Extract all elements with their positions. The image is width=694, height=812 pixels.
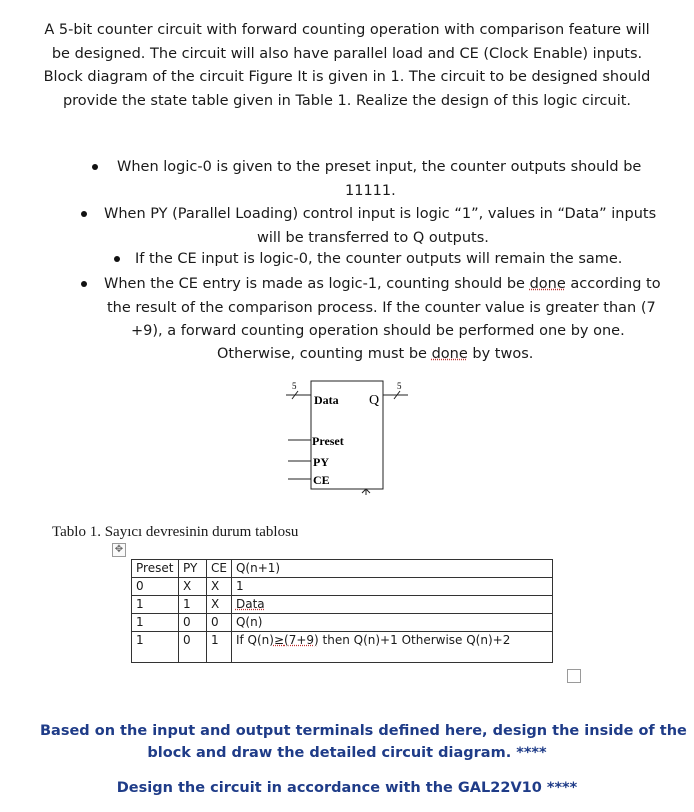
table-row xyxy=(132,614,553,632)
table-cell xyxy=(231,596,552,614)
bullet-dot-icon xyxy=(114,256,120,262)
q-bus-width: 5 xyxy=(397,381,402,391)
table-resize-handle[interactable] xyxy=(567,669,581,683)
table-row xyxy=(132,578,553,596)
intro-line-1: A 5-bit counter circuit with forward counting operation with comparison feature will xyxy=(44,22,650,38)
bullet-1-line-2: 11111. xyxy=(345,183,396,199)
table-cell: 0 xyxy=(179,632,207,663)
table-cell: 1 xyxy=(132,596,179,614)
table-cell: If Q(n)≥(7+9) then Q(n)+1 Otherwise Q(n)+2 xyxy=(231,632,552,663)
state-table xyxy=(131,559,553,663)
bullet-2-line-2: will be transferred to Q outputs. xyxy=(257,230,489,246)
q-pin-label: Q xyxy=(369,393,380,408)
bullet-4-line-1: When the CE entry is made as logic-1, counting should be done according to xyxy=(104,276,661,292)
table-cell: 1 xyxy=(132,632,179,663)
table-cell: Q(n) xyxy=(231,614,552,632)
py-pin-label: PY xyxy=(313,455,329,469)
ce-pin-label: CE xyxy=(313,473,330,487)
header-cell: CE xyxy=(207,560,232,578)
table-caption: Tablo 1. Sayıcı devresinin durum tablosu xyxy=(52,524,299,540)
instruction-line-1: Based on the input and output terminals defined here, design the inside of the xyxy=(40,723,687,739)
intro-line-3: Block diagram of the circuit Figure It is given in 1. The circuit to be designed should xyxy=(43,69,651,85)
bullet-4-line-3: +9), a forward counting operation should be performed one by one. xyxy=(131,323,625,339)
table-cell: 1 xyxy=(179,596,207,614)
table-cell: 1 xyxy=(132,614,179,632)
table-cell: 0 xyxy=(132,578,179,596)
intro-paragraph xyxy=(40,19,654,113)
bullet-3-line-1: If the CE input is logic-0, the counter outputs will remain the same. xyxy=(135,251,623,267)
bullet-1-line-1: When logic-0 is given to the preset input, the counter outputs should be xyxy=(117,159,642,175)
instruction-block xyxy=(40,720,687,764)
counter-block-diagram xyxy=(270,375,420,500)
instruction-line-2: block and draw the detailed circuit diagram. **** xyxy=(147,745,547,761)
spellcheck-word: done xyxy=(431,346,468,362)
table-cell: 0 xyxy=(207,614,232,632)
intro-line-4: provide the state table given in Table 1. Realize the design of this logic circuit. xyxy=(62,92,632,109)
header-cell: Q(n+1) xyxy=(231,560,552,578)
table-cell: X xyxy=(207,596,232,614)
data-pin-label: Data xyxy=(314,393,339,407)
table-cell: X xyxy=(207,578,232,596)
intro-line-2: be designed. The circuit will also have parallel load and CE (Clock Enable) inputs. xyxy=(51,45,643,62)
table-cell: 1 xyxy=(231,578,552,596)
table-cell: X xyxy=(179,578,207,596)
spellcheck-word: Data xyxy=(235,597,265,611)
table-cell: 0 xyxy=(179,614,207,632)
data-bus-width: 5 xyxy=(292,381,297,391)
bullet-4-line-2: the result of the comparison process. If the counter value is greater than (7 xyxy=(107,300,656,316)
gal-instruction xyxy=(40,777,654,799)
table-row xyxy=(132,632,553,663)
table-cell: 1 xyxy=(207,632,232,663)
spellcheck-word: done xyxy=(529,276,566,292)
bullet-dot-icon xyxy=(81,211,87,217)
bullet-4-line-4: Otherwise, counting must be done by twos. xyxy=(217,346,534,362)
table-header-row xyxy=(132,560,553,578)
header-cell: Preset xyxy=(132,560,179,578)
preset-pin-label: Preset xyxy=(312,434,344,448)
table-row xyxy=(132,596,553,614)
header-cell: PY xyxy=(179,560,207,578)
instruction-line-3: Design the circuit in accordance with the GAL22V10 **** xyxy=(116,780,578,796)
bullet-2-line-1: When PY (Parallel Loading) control input is logic “1”, values in “Data” inputs xyxy=(104,206,657,222)
bullet-dot-icon xyxy=(81,281,87,287)
table-move-handle-icon[interactable]: ✥ xyxy=(112,543,126,557)
bullet-dot-icon xyxy=(92,164,98,170)
